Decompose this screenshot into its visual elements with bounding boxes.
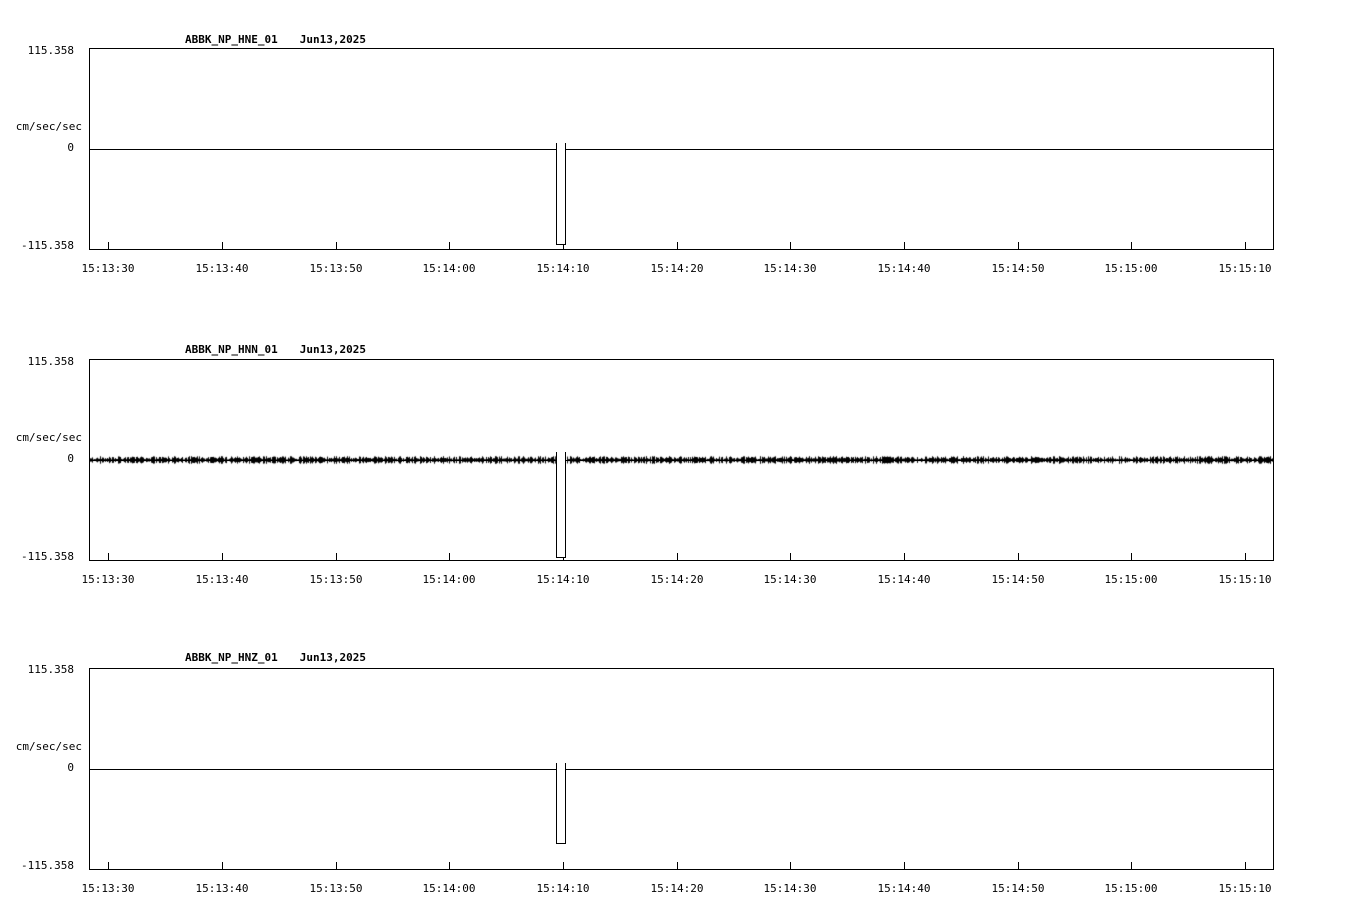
x-tick-label: 15:14:30: [763, 573, 817, 586]
x-tick-label: 15:14:20: [650, 262, 704, 275]
x-tick: [449, 242, 450, 249]
panel-date-label: Jun13,2025: [299, 343, 366, 356]
x-tick: [563, 862, 564, 869]
y-axis-max-label: 115.358: [27, 44, 74, 57]
y-axis-zero-label: 0: [67, 141, 74, 154]
x-tick: [1018, 862, 1019, 869]
x-tick-label: 15:14:10: [536, 573, 590, 586]
zero-baseline-hne: [90, 149, 1273, 150]
x-tick: [449, 553, 450, 560]
noise-trace-hnn: [90, 360, 1273, 560]
panel-title-hne: [185, 33, 366, 46]
y-axis-zero-label: 0: [67, 761, 74, 774]
x-tick: [790, 553, 791, 560]
x-tick: [108, 242, 109, 249]
panel-date-label: Jun13,2025: [299, 651, 366, 664]
x-tick: [1018, 242, 1019, 249]
x-tick-label: 15:14:40: [877, 882, 931, 895]
x-tick: [1018, 553, 1019, 560]
x-tick: [222, 242, 223, 249]
x-tick: [336, 862, 337, 869]
y-axis-zero-label: 0: [67, 452, 74, 465]
x-tick: [677, 242, 678, 249]
x-tick: [790, 862, 791, 869]
x-tick: [222, 862, 223, 869]
y-axis-min-label: -115.358: [21, 859, 74, 872]
x-tick-label: 15:14:20: [650, 882, 704, 895]
x-tick: [1131, 862, 1132, 869]
chart-panel-hnz: [0, 612, 1358, 902]
x-tick-label: 15:15:00: [1104, 262, 1158, 275]
x-tick: [108, 553, 109, 560]
x-tick: [904, 862, 905, 869]
x-tick: [1245, 242, 1246, 249]
x-tick-label: 15:15:10: [1218, 882, 1272, 895]
y-axis-max-label: 115.358: [27, 663, 74, 676]
y-axis-max-label: 115.358: [27, 355, 74, 368]
x-tick-label: 15:15:00: [1104, 882, 1158, 895]
x-tick: [790, 242, 791, 249]
x-tick-label: 15:13:40: [195, 573, 249, 586]
plot-frame-hnn: [89, 359, 1274, 561]
x-tick: [1245, 553, 1246, 560]
x-tick-label: 15:14:50: [991, 882, 1045, 895]
y-axis-units-label: cm/sec/sec: [15, 431, 82, 444]
panel-station-label: ABBK_NP_HNZ_01: [185, 651, 278, 664]
chart-panel-hnn: [0, 305, 1358, 595]
x-tick-label: 15:14:30: [763, 882, 817, 895]
y-axis-min-label: -115.358: [21, 550, 74, 563]
x-tick-label: 15:14:40: [877, 573, 931, 586]
x-tick-label: 15:13:30: [81, 573, 135, 586]
x-tick-label: 15:14:40: [877, 262, 931, 275]
plot-frame-hne: [89, 48, 1274, 250]
x-tick-label: 15:14:50: [991, 262, 1045, 275]
x-tick-label: 15:15:10: [1218, 573, 1272, 586]
x-tick-label: 15:13:50: [309, 882, 363, 895]
x-tick-label: 15:14:10: [536, 882, 590, 895]
x-tick-label: 15:15:00: [1104, 573, 1158, 586]
x-tick: [449, 862, 450, 869]
x-tick-label: 15:14:20: [650, 573, 704, 586]
x-tick-label: 15:13:40: [195, 882, 249, 895]
y-axis-units-label: cm/sec/sec: [15, 120, 82, 133]
x-tick: [677, 553, 678, 560]
x-tick: [904, 242, 905, 249]
x-tick-label: 15:14:30: [763, 262, 817, 275]
event-spike-hne: [556, 143, 566, 245]
event-spike-hnz: [556, 763, 566, 844]
x-tick-label: 15:13:30: [81, 262, 135, 275]
panel-station-label: ABBK_NP_HNE_01: [185, 33, 278, 46]
x-tick: [904, 553, 905, 560]
x-tick-label: 15:14:50: [991, 573, 1045, 586]
x-tick-label: 15:14:10: [536, 262, 590, 275]
x-tick: [222, 553, 223, 560]
chart-panel-hne: [0, 0, 1358, 290]
x-tick: [677, 862, 678, 869]
panel-date-label: Jun13,2025: [299, 33, 366, 46]
x-tick-label: 15:13:40: [195, 262, 249, 275]
x-tick-label: 15:14:00: [422, 882, 476, 895]
x-tick-label: 15:13:50: [309, 262, 363, 275]
x-tick: [336, 242, 337, 249]
x-tick-label: 15:13:50: [309, 573, 363, 586]
x-tick: [1131, 242, 1132, 249]
x-tick: [336, 553, 337, 560]
x-tick-label: 15:14:00: [422, 573, 476, 586]
y-axis-units-label: cm/sec/sec: [15, 740, 82, 753]
y-axis-min-label: -115.358: [21, 239, 74, 252]
x-tick-label: 15:13:30: [81, 882, 135, 895]
zero-baseline-hnz: [90, 769, 1273, 770]
x-tick: [1131, 553, 1132, 560]
panel-title-hnn: [185, 343, 366, 356]
x-tick: [108, 862, 109, 869]
panel-title-hnz: [185, 651, 366, 664]
event-spike-hnn: [556, 452, 566, 558]
plot-frame-hnz: [89, 668, 1274, 870]
panel-station-label: ABBK_NP_HNN_01: [185, 343, 278, 356]
x-tick-label: 15:15:10: [1218, 262, 1272, 275]
x-tick-label: 15:14:00: [422, 262, 476, 275]
x-tick: [1245, 862, 1246, 869]
